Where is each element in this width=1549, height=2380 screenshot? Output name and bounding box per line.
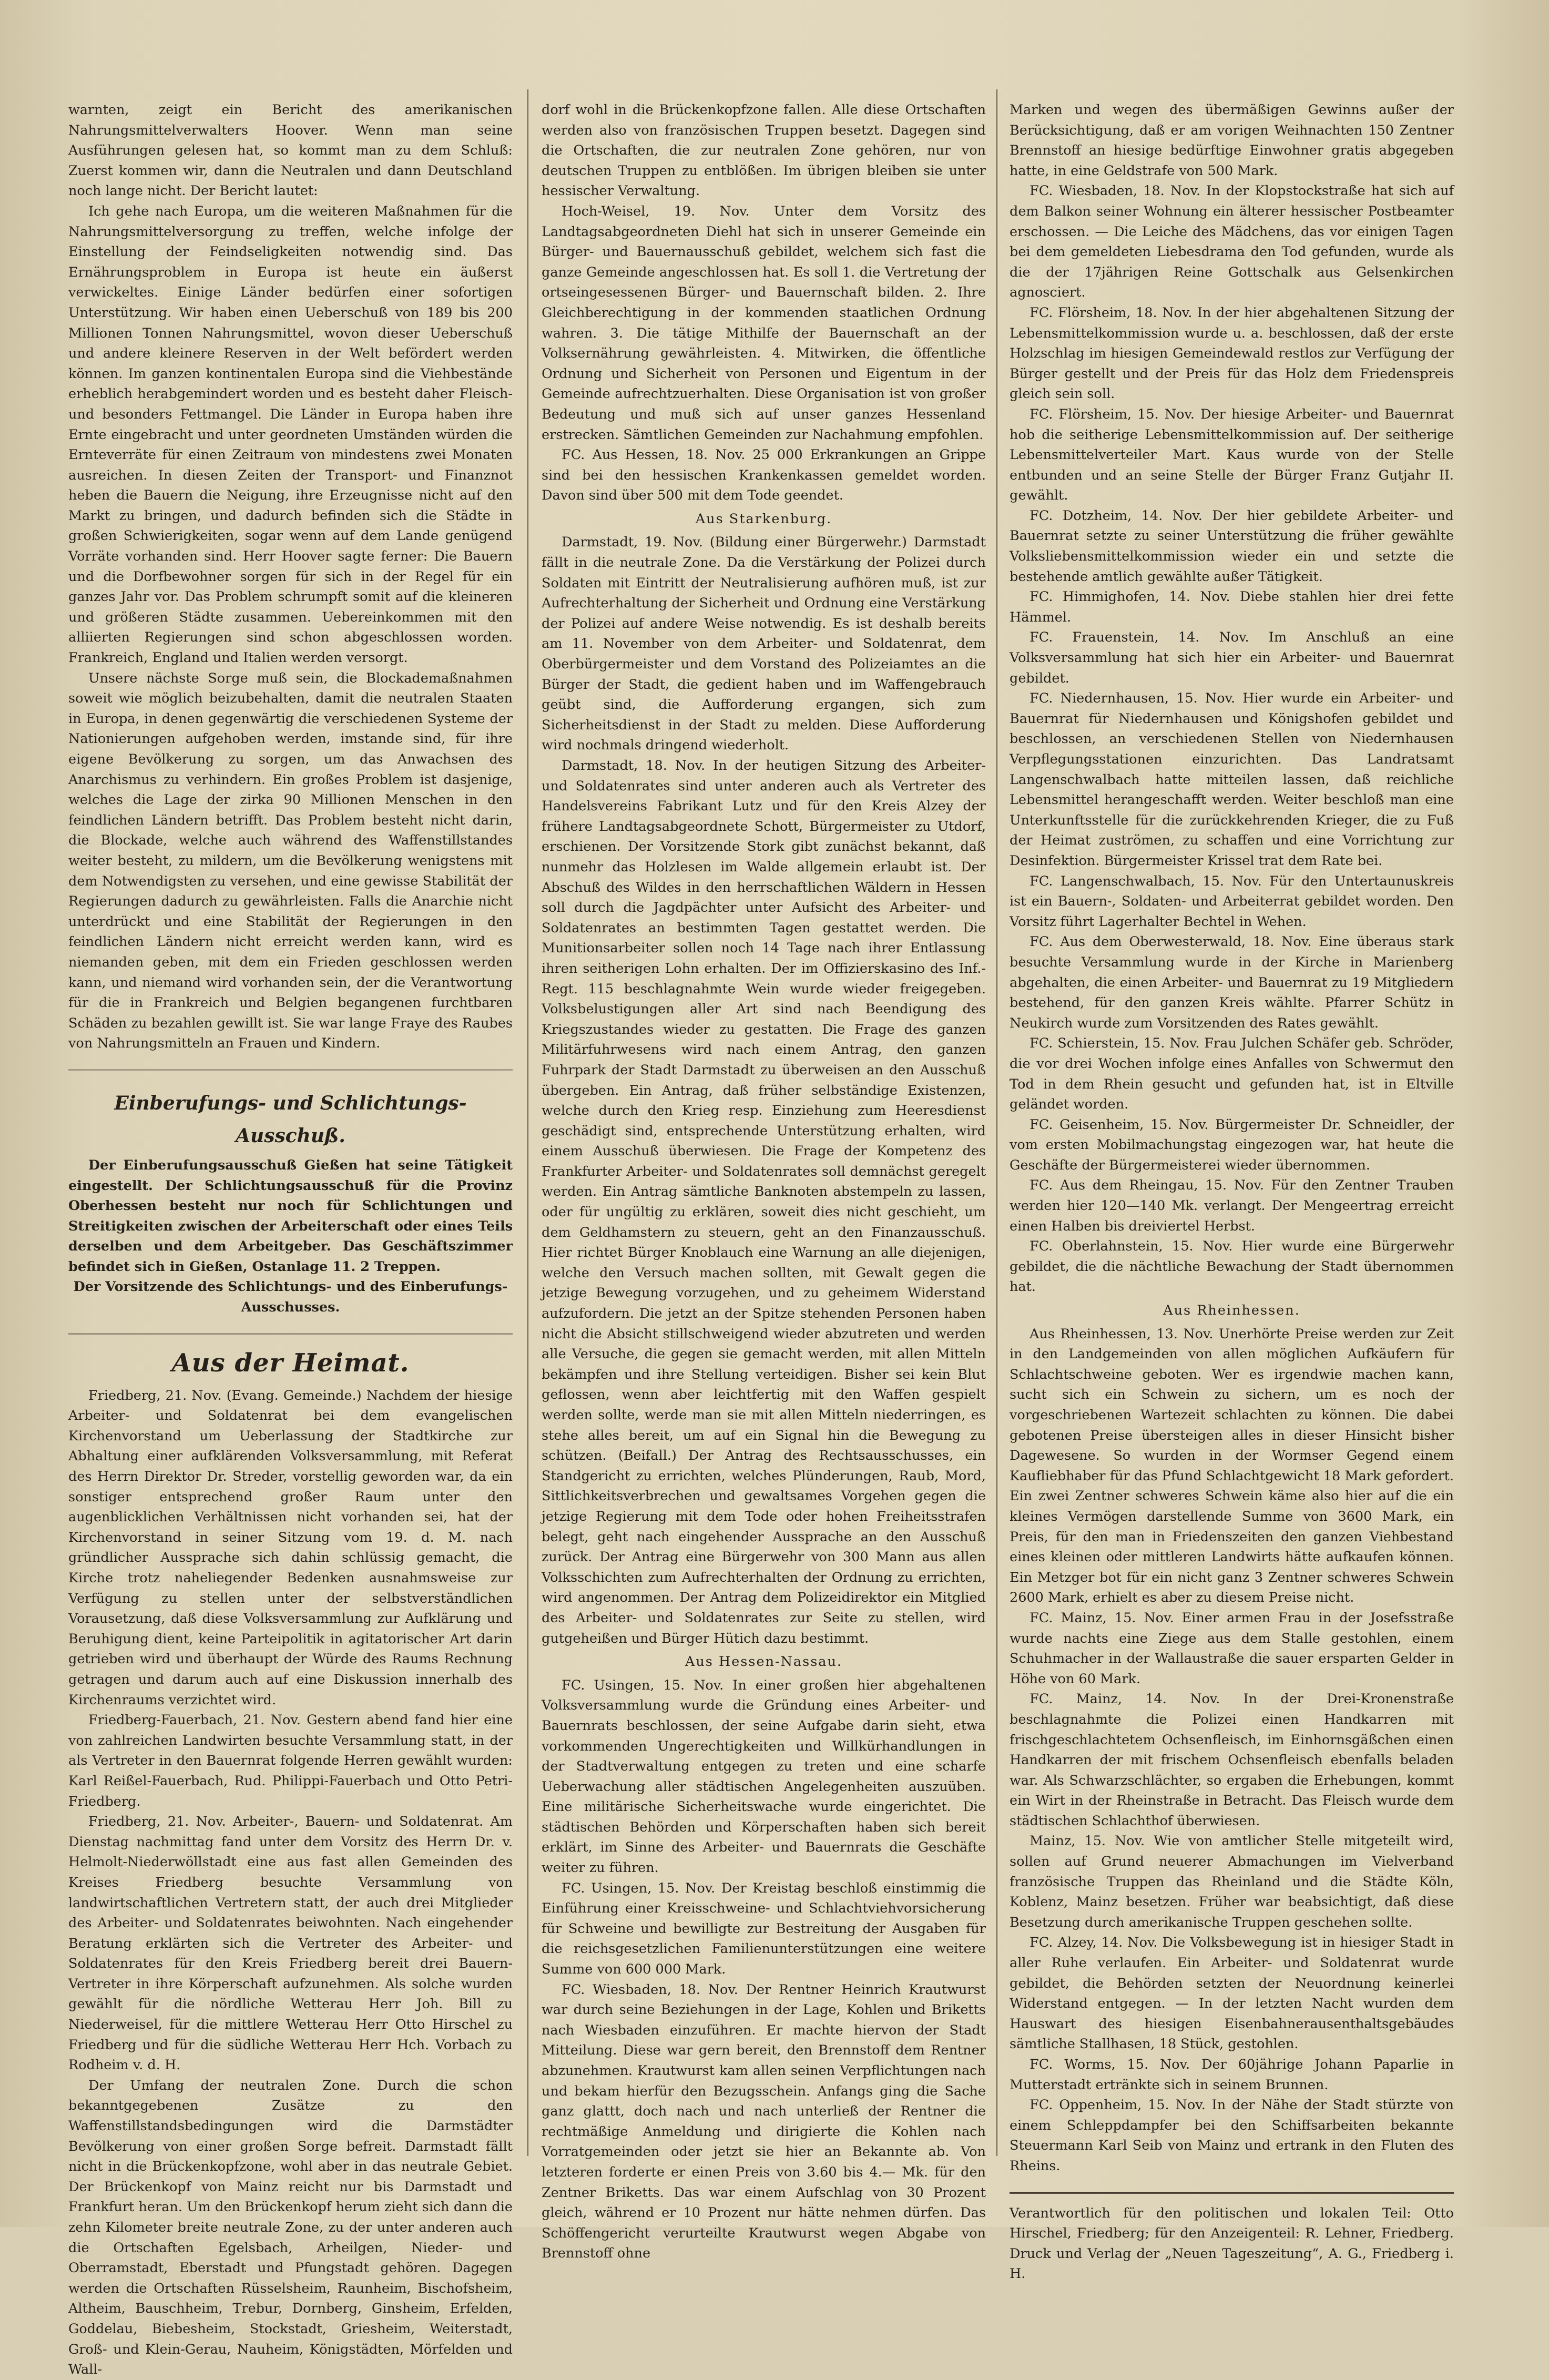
column-rule <box>996 89 997 2156</box>
region-subheading: Aus Hessen-Nassau. <box>685 1654 843 1670</box>
section-divider <box>1010 2192 1454 2194</box>
article-paragraph: Hoch-Weisel, 19. Nov. Unter dem Vorsitz des Landtagsabgeordneten Diehl hat sich in unserer Gemeinde ein Bürger- und Bauernausschuß gebildet, welchem sich fast die ganze Gemeinde angeschlossen hat. Es soll 1. die Vertretung der ortseingesessenen Bürger- und Bauernschaft bilden. 2. Ihre Gleichberechtigung in der kommenden staatlichen Ordnung wahren. 3. Die tätige Mithilfe der Bauernschaft an der Volksernährung gewährleisten. 4. Mitwirken, die öffentliche Ordnung und Sicherheit von Personen und Eigentum in der Gemeinde aufrechtzuerhalten. Diese Organisation ist von großer Bedeutung und muß sich auf unser ganzes Hessenland erstrecken. Sämtlichen Gemeinden zur Nachahmung empfohlen. <box>542 203 986 443</box>
article-paragraph: Darmstadt, 19. Nov. (Bildung einer Bürgerwehr.) Darmstadt fällt in die neutrale Zone. Da die Verstärkung der Polizei durch Soldaten mit Eintritt der Neutralisierung aufhören muß, ist zur Aufrechterhaltung der Sicherheit und Ordnung eine Verstärkung der Polizei auf andere Weise notwendig. Es ist deshalb bereits am 11. November von dem Arbeiter- und Soldatenrat, dem Oberbürgermeister und dem Vorstand des Polizeiamtes an die Bürger der Stadt, die gedient haben und im Waffengebrauch geübt sind, die Aufforderung ergangen, sich zum Sicherheitsdienst in der Stadt zu melden. Diese Aufforderung wird nochmals dringend wiederholt. <box>542 534 986 754</box>
region-subheading: Aus Starkenburg. <box>695 511 832 527</box>
imprint: Verantwortlich für den politischen und lokalen Teil: Otto Hirschel, Friedberg; für den Anzeigenteil: R. Lehner, Friedberg. Druck und Verlag der „Neuen Tageszeitung“, A. G., Friedberg i. H. <box>1010 2205 1454 2282</box>
article-paragraph: FC. Niedernhausen, 15. Nov. Hier wurde ein Arbeiter- und Bauernrat für Niedernhausen und Königshofen gebildet und beschlossen, an verschiedenen Stellen von Niedernhausen Verpflegungsstationen einzurichten. Das Landratsamt Langenschwalbach hatte mitteilen lassen, daß reichliche Lebensmittel herangeschafft werden. Weiter beschloß man eine Unterkunftsstelle für die zurückkehrenden Krieger, die zu Fuß der Heimat zuströmen, zu schaffen und eine Vorrichtung zur Desinfektion. Bürgermeister Krissel trat dem Rate bei. <box>1010 690 1454 869</box>
column-left <box>68 100 513 2378</box>
article-paragraph: FC. Flörsheim, 15. Nov. Der hiesige Arbeiter- und Bauernrat hob die seitherige Lebensmittelkommission auf. Der seitherige Lebensmittelverteiler Mart. Kaus wurde von der Stelle entbunden und an seine Stelle der Bürger Franz Gutjahr II. gewählt. <box>1010 406 1454 504</box>
column-middle <box>542 100 986 2262</box>
article-paragraph: FC. Alzey, 14. Nov. Die Volksbewegung ist in hiesiger Stadt in aller Ruhe verlaufen. Ein Arbeiter- und Soldatenrat wurde gebildet, die Behörden setzten der Neuordnung keinerlei Widerstand entgegen. — In der letzten Nacht wurden dem Hauswart des hiesigen Eisenbahnerausenthaltsgebäudes sämtliche Stallhasen, 18 Stück, gestohlen. <box>1010 1935 1454 2052</box>
article-paragraph: FC. Langenschwalbach, 15. Nov. Für den Untertaunuskreis ist ein Bauern-, Soldaten- und Arbeiterrat gebildet worden. Den Vorsitz führt Lagerhalter Bechtel in Wehen. <box>1010 873 1454 930</box>
notice-paragraph: Der Einberufungsausschuß Gießen hat seine Tätigkeit eingestellt. Der Schlichtungsausschuß für die Provinz Oberhessen besteht nur noch für Schlichtungen und Streitigkeiten zwischen der Arbeiterschaft oder eines Teils derselben und dem Arbeitgeber. Das Geschäftszimmer befindet sich in Gießen, Ostanlage 11. 2 Treppen. <box>68 1157 513 1275</box>
region-subheading: Aus Rheinhessen. <box>1163 1303 1300 1319</box>
article-paragraph: FC. Mainz, 14. Nov. In der Drei-Kronenstraße beschlagnahmte die Polizei einen Handkarren mit frischgeschlachtetem Ochsenfleisch, im Einhornsgäßchen einen Handkarren der mit frischem Ochsenfleisch ebenfalls beladen war. Als Schwarzschlächter, so ergaben die Erhebungen, kommt ein Wirt in der Rheinstraße in Betracht. Das Fleisch wurde dem städtischen Schlachthof überwiesen. <box>1010 1691 1454 1829</box>
article-paragraph: Friedberg-Fauerbach, 21. Nov. Gestern abend fand hier eine von zahlreichen Landwirten besuchte Versammlung statt, in der als Vertreter in den Bauernrat folgende Herren gewählt wurden: Karl Reißel-Fauerbach, Rud. Philippi-Fauerbach und Otto Petri-Friedberg. <box>68 1712 513 1809</box>
article-paragraph: FC. Aus dem Rheingau, 15. Nov. Für den Zentner Trauben werden hier 120—140 Mk. verlangt. Der Mengeertrag erreicht einen Halben bis dreiviertel Herbst. <box>1010 1177 1454 1234</box>
article-paragraph: FC. Mainz, 15. Nov. Einer armen Frau in der Josefsstraße wurde nachts eine Ziege aus dem Stalle gestohlen, einem Schuhmacher in der Wallaustraße die sauer ersparten Gelder in Höhe von 60 Mark. <box>1010 1610 1454 1687</box>
article-paragraph: FC. Geisenheim, 15. Nov. Bürgermeister Dr. Schneidler, der vom ersten Mobilmachungstag eingezogen war, hat heute die Geschäfte der Bürgermeisterei wieder übernommen. <box>1010 1116 1454 1173</box>
article-paragraph: FC. Himmighofen, 14. Nov. Diebe stahlen hier drei fette Hämmel. <box>1010 589 1454 625</box>
article-paragraph: FC. Worms, 15. Nov. Der 60jährige Johann Paparlie in Mutterstadt ertränkte sich in seinem Brunnen. <box>1010 2057 1454 2093</box>
section-heading: Aus der Heimat. <box>171 1348 410 1378</box>
article-paragraph: dorf wohl in die Brückenkopfzone fallen. Alle diese Ortschaften werden also von französischen Truppen besetzt. Dagegen sind die Ortschaften, die zur neutralen Zone gehören, nur von deutschen Truppen zu entblößen. Im übrigen bleiben sie unter hessischer Verwaltung. <box>542 102 986 199</box>
article-paragraph: FC. Usingen, 15. Nov. Der Kreistag beschloß einstimmig die Einführung einer Kreisschweine- und Schlachtviehvorsicherung für Schweine und bewilligte zur Bestreitung der Ausgaben für die reichsgesetzlichen Familienunterstützungen eine weitere Summe von 600 000 Mark. <box>542 1880 986 1978</box>
article-paragraph: Aus Rheinhessen, 13. Nov. Unerhörte Preise werden zur Zeit in den Landgemeinden von allen möglichen Aufkäufern für Schlachtschweine geboten. Wer es irgendwie machen kann, sucht sich ein Schwein zu sichern, um es noch der vorgeschriebenen Wartezeit schlachten zu können. Die dabei gebotenen Preise übersteigen alles in dieser Hinsicht bisher Dagewesene. So wurden in der Wormser Gegend einem Kaufliebhaber für das Pfund Schlachtgewicht 18 Mark gefordert. Ein zwei Zentner schweres Schwein käme also hier auf die ein kleines Vermögen darstellende Summe von 3600 Mark, ein Preis, für den man in Friedenszeiten den ganzen Viehbestand eines kleinen oder mittleren Landwirts hätte aufkaufen können. Ein Metzger bot für ein nicht ganz 3 Zentner schweres Schwein 2600 Mark, erhielt es aber zu diesem Preise nicht. <box>1010 1326 1454 1606</box>
article-paragraph: FC. Wiesbaden, 18. Nov. In der Klopstockstraße hat sich auf dem Balkon seiner Wohnung ein älterer hessischer Postbeamter erschossen. — Die Leiche des Mädchens, das vor einigen Tagen bei dem gemeldeten Liebesdrama den Tod gefunden, wurde als die der 17jährigen Reine Gottschalk aus Gelsenkirchen agnosciert. <box>1010 183 1454 301</box>
article-paragraph: Marken und wegen des übermäßigen Gewinns außer der Berücksichtigung, daß er am vorigen Weihnachten 150 Zentner Brennstoff an hiesige bedürftige Einwohner gratis abgegeben hatte, in eine Geldstrafe von 500 Mark. <box>1010 102 1454 179</box>
column-right <box>1010 100 1454 2282</box>
article-paragraph: FC. Usingen, 15. Nov. In einer großen hier abgehaltenen Volksversammlung wurde die Gründung eines Arbeiter- und Bauernrats beschlossen, der seine Aufgabe darin sieht, etwa vorkommenden Ungerechtigkeiten und Willkürhandlungen in der Stadtverwaltung entgegen zu treten und eine scharfe Ueberwachung aller städtischen Angelegenheiten auszuüben. Eine militärische Sicherheitswache wurde eingerichtet. Die städtischen Behörden und Körperschaften haben sich bereit erklärt, im Sinne des Arbeiter- und Bauernrats die Geschäfte weiter zu führen. <box>542 1677 986 1876</box>
article-paragraph: FC. Dotzheim, 14. Nov. Der hier gebildete Arbeiter- und Bauernrat setzte zu seiner Unterstützung die früher gewählte Volksliebensmittelkommission wieder ein und setzte die bestehende amtlich gewählte außer Tätigkeit. <box>1010 507 1454 585</box>
article-paragraph: warnten, zeigt ein Bericht des amerikanischen Nahrungsmittelverwalters Hoover. Wenn man seine Ausführungen gelesen hat, so kommt man zu dem Schluß: Zuerst kommen wir, dann die Neutralen und dann Deutschland noch lange nicht. Der Bericht lautet: <box>68 102 513 199</box>
article-paragraph: FC. Frauenstein, 14. Nov. Im Anschluß an eine Volksversammlung hat sich hier ein Arbeiter- und Bauernrat gebildet. <box>1010 629 1454 686</box>
article-paragraph: FC. Aus dem Oberwesterwald, 18. Nov. Eine überaus stark besuchte Versammlung wurde in der Kirche in Marienberg abgehalten, die einen Arbeiter- und Bauernrat zu 19 Mitgliedern bestehend, für den ganzen Kreis wählte. Pfarrer Schütz in Neukirch wurde zum Vorsitzenden des Rates gewählt. <box>1010 934 1454 1031</box>
article-paragraph: FC. Schierstein, 15. Nov. Frau Julchen Schäfer geb. Schröder, die vor drei Wochen infolge eines Anfalles von Schwermut den Tod in dem Rhein gesucht und gefunden hat, ist in Eltville geländet worden. <box>1010 1035 1454 1113</box>
article-paragraph: FC. Oberlahnstein, 15. Nov. Hier wurde eine Bürgerwehr gebildet, die die nächtliche Bewachung der Stadt übernommen hat. <box>1010 1238 1454 1295</box>
column-rule <box>527 89 528 2156</box>
article-paragraph: Darmstadt, 18. Nov. In der heutigen Sitzung des Arbeiter- und Soldatenrates sind unter anderen auch als Vertreter des Handelsvereins Fabrikant Lutz und für den Kreis Alzey der frühere Landtagsabgeordnete Schott, Bürgermeister zu Utdorf, erschienen. Der Vorsitzende Stork gibt zunächst bekannt, daß nunmehr das Holzlesen im Walde allgemein erlaubt ist. Der Abschuß des Wildes in den herrschaftlichen Wäldern in Hessen soll durch die Jagdpächter unter Aufsicht des Arbeiter- und Soldatenrates an bestimmten Tagen gestattet werden. Die Munitionsarbeiter sollen noch 14 Tage nach ihrer Entlassung ihren seitherigen Lohn erhalten. Der im Offizierskasino des Inf.-Regt. 115 beschlagnahmte Wein wurde wieder freigegeben. Volksbelustigungen aller Art sind nach Beendigung des Kriegszustandes wieder zu gestatten. Die Frage des ganzen Militärfuhrwesens wird nach einem Antrag, den ganzen Fuhrpark der Stadt Darmstadt zu überweisen an den Ausschuß übergeben. Ein Antrag, daß früher selbständige Existenzen, welche durch den Krieg resp. Einziehung zum Heeresdienst geschädigt sind, entsprechende Unterstützung erhalten, wird einem Ausschuß überwiesen. Die Frage der Kompetenz des Frankfurter Arbeiter- und Soldatenrates soll demnächst geregelt werden. Ein Antrag sämtliche Banknoten abstempeln zu lassen, oder für ungültig zu erklären, soweit dies nicht geschieht, um dem Geldhamstern zu steuern, geht an den Finanzausschuß. Hier richtet Bürger Knoblauch eine Warnung an alle diejenigen, welche den Versuch machen sollten, mit Gewalt gegen die jetzige Bewegung vorzugehen, und zu geheimem Widerstand aufzufordern. Die jetzt an der Spitze stehenden Personen haben nicht die Absicht stillschweigend wieder abzutreten und werden alle Versuche, die gegen sie gemacht werden, mit allen Mitteln bekämpfen und ihre Stellung verteidigen. Bisher sei kein Blut geflossen, wenn aber leichtfertig mit den Waffen gespielt werden sollte, werde man sie mit allen Mitteln niederringen, es stehe alles bereit, um auf ein Signal hin die Bewegung zu schützen. (Beifall.) Der Antrag des Rechtsausschusses, ein Standgericht zu errichten, welches Plünderungen, Raub, Mord, Sittlichkeitsverbrechen und gewaltsames Vorgehen gegen die jetzige Regierung mit dem Tode oder hohen Freiheitsstrafen belegt, geht nach eingehender Aussprache an den Ausschuß zurück. Der Antrag eine Bürgerwehr von 300 Mann aus allen Volksschichten zum Aufrechterhalten der Ordnung zu errichten, wird angenommen. Der Antrag dem Polizeidirektor ein Mitglied des Arbeiter- und Soldatenrates zur Seite zu stellen, wird gutgeheißen und Bürger Hütich dazu bestimmt. <box>542 758 986 1646</box>
notice-signature: Der Vorsitzende des Schlichtungs- und des Einberufungs-Ausschusses. <box>73 1279 508 1316</box>
article-paragraph: Unsere nächste Sorge muß sein, die Blockademaßnahmen soweit wie möglich beizubehalten, damit die neutralen Staaten in Europa, in denen gegenwärtig die verschiedenen Systeme der Nationierungen aufgehoben werden, imstande sind, für ihre eigene Bevölkerung zu sorgen, um das Anwachsen des Anarchismus zu verhindern. Ein großes Problem ist dasjenige, welches die Lage der zirka 90 Millionen Menschen in den feindlichen Ländern betrifft. Das Problem besteht nicht darin, die Blockade, welche auch während des Waffenstillstandes weiter besteht, zu mildern, um die Bevölkerung wenigstens mit dem Notwendigsten zu versehen, und eine gewisse Stabilität der Regierungen dadurch zu gewährleisten. Falls die Anarchie nicht unterdrückt und eine Stabilität der Regierungen in den feindlichen Ländern nicht erreicht werden kann, wird es niemanden geben, mit dem ein Frieden geschlossen werden kann, und niemand wird vorhanden sein, der die Verantwortung für die in Frankreich und Belgien begangenen furchtbaren Schäden zu bezahlen gewillt ist. Sie war lange Fraye des Raubes von Nahrungsmitteln an Frauen und Kindern. <box>68 670 513 1052</box>
article-paragraph: Mainz, 15. Nov. Wie von amtlicher Stelle mitgeteilt wird, sollen auf Grund neuerer Abmachungen im Vielverband französische Truppen das Rheinland und die Städte Köln, Koblenz, Mainz besetzen. Früher war beabsichtigt, daß diese Besetzung durch amerikanische Truppen geschehen sollte. <box>1010 1833 1454 1930</box>
article-paragraph: FC. Flörsheim, 18. Nov. In der hier abgehaltenen Sitzung der Lebensmittelkommission wurde u. a. beschlossen, daß der erste Holzschlag im hiesigen Gemeindewald restlos zur Verfügung der Bürger gestellt und der Preis für das Holz dem Friedenspreis gleich sein soll. <box>1010 304 1454 402</box>
article-paragraph: FC. Oppenheim, 15. Nov. In der Nähe der Stadt stürzte von einem Schleppdampfer bei den Schiffsarbeiten bekannte Steuermann Karl Seib von Mainz und ertrank in den Fluten des Rheins. <box>1010 2097 1454 2174</box>
section-divider <box>68 1334 513 1335</box>
article-paragraph: FC. Aus Hessen, 18. Nov. 25 000 Erkrankungen an Grippe sind bei den hessischen Krankenkassen gemeldet worden. Davon sind über 500 mit dem Tode geendet. <box>542 447 986 504</box>
article-paragraph: Friedberg, 21. Nov. (Evang. Gemeinde.) Nachdem der hiesige Arbeiter- und Soldatenrat bei dem evangelischen Kirchenvorstand um Ueberlassung der Stadtkirche zur Abhaltung einer aufklärenden Volksversammlung, mit Referat des Herrn Direktor Dr. Streder, vorstellig geworden war, da ein sonstiger entsprechend großer Raum unter den augenblicklichen Verhältnissen nicht vorhanden sei, hat der Kirchenvorstand in seiner Sitzung vom 19. d. M. nach gründlicher Aussprache sich dahin schlüssig gemacht, die Kirche trotz naheliegender Bedenken ausnahmsweise zur Verfügung zu stellen unter der selbstverständlichen Vorausetzung, daß diese Volksversammlung zur Aufklärung und Beruhigung dient, keine Parteipolitik in agitatorischer Art darin getrieben wird und überhaupt der Würde des Raums Rechnung getragen und darum auch auf eine Diskussion innerhalb des Kirchenraums verzichtet wird. <box>68 1387 513 1708</box>
article-paragraph: Ich gehe nach Europa, um die weiteren Maßnahmen für die Nahrungsmittelversorgung zu treffen, welche infolge der Einstellung der Feindseligkeiten notwendig sind. Das Ernährungsproblem in Europa ist heute ein äußerst verwickeltes. Einige Länder bedürfen einer sofortigen Unterstützung. Wir haben einen Ueberschuß von 189 bis 200 Millionen Tonnen Nahrungsmittel, wovon dieser Ueberschuß und andere kleinere Reserven in der Welt befördert werden können. Im ganzen kontinentalen Europa sind die Viehbestände erheblich herabgemindert worden und es besteht daher Fleisch- und besonders Fettmangel. Die Länder in Europa haben ihre Ernte eingebracht und unter geordneten Umständen würden die Ernteverräte für einen Zeitraum von mindestens zwei Monaten ausreichen. In diesen Zeiten der Transport- und Finanznot heben die Bauern die Neigung, ihre Erzeugnisse nicht auf den Markt zu bringen, und dadurch befinden sich die Städte in großen Schwierigkeiten, sogar wenn auf dem Lande genügend Vorräte vorhanden sind. Herr Hoover sagte ferner: Die Bauern und die Dorfbewohner sorgen für sich in der Regel für ein ganzes Jahr vor. Das Problem schrumpft somit auf die kleineren und größeren Städte zusammen. Uebereinkommen mit den alliierten Regierungen sind schon abgeschlossen worden. Frankreich, England und Italien werden versorgt. <box>68 203 513 666</box>
section-heading: Einberufungs- und Schlichtungs-Ausschuß. <box>114 1092 467 1147</box>
article-paragraph: FC. Wiesbaden, 18. Nov. Der Rentner Heinrich Krautwurst war durch seine Beziehungen in der Lage, Kohlen und Briketts nach Wiesbaden einzuführen. Er machte hiervon der Stadt Mitteilung. Diese war gern bereit, den Brennstoff dem Rentner abzunehmen. Krautwurst kam allen seinen Verpflichtungen nach und bekam hierfür den Bezugsschein. Anfangs ging die Sache ganz glattt, doch nach und nach unterließ der Rentner die rechtmäßige Anmeldung und dirigierte die Kohlen nach Vorratgemeinden oder jetzt sie hier an Bekannte ab. Von letzteren forderte er einen Preis von 3.60 bis 4.— Mk. für den Zentner Briketts. Das war einem Aufschlag von 30 Prozent gleich, während er 10 Prozent nur hätte nehmen dürfen. Das Schöffengericht verurteilte Krautwurst wegen Abgabe von Brennstoff ohne <box>542 1981 986 2262</box>
section-divider <box>68 1070 513 1071</box>
article-paragraph: Der Umfang der neutralen Zone. Durch die schon bekanntgegebenen Zusätze zu den Waffenstillstandsbedingungen wird die Darmstädter Bevölkerung von einer großen Sorge befreit. Darmstadt fällt nicht in die Brückenkopfzone, wohl aber in das neutrale Gebiet. Der Brückenkopf von Mainz reicht nur bis Darmstadt und Frankfurt heran. Um den Brückenkopf herum zieht sich dann die zehn Kilometer breite neutrale Zone, zu der unter anderen auch die Ortschaften Egelsbach, Arheilgen, Nieder- und Oberramstadt, Eberstadt und Pfungstadt gehören. Dagegen werden die Ortschaften Rüsselsheim, Raunheim, Bischofsheim, Altheim, Bauschheim, Trebur, Dornberg, Ginsheim, Erfelden, Goddelau, Biebesheim, Stockstadt, Griesheim, Weiterstadt, Groß- und Klein-Gerau, Nauheim, Königstädten, Mörfelden und Wall- <box>68 2077 513 2378</box>
article-paragraph: Friedberg, 21. Nov. Arbeiter-, Bauern- und Soldatenrat. Am Dienstag nachmittag fand unter dem Vorsitz des Herrn Dr. v. Helmolt-Niederwöllstadt eine aus fast allen Gemeinden des Kreises Friedberg besuchte Versammlung von landwirtschaftlichen Vertretern statt, der auch drei Mitglieder des Arbeiter- und Soldatenrates beiwohnten. Nach eingehender Beratung erklärten sich die Vertreter des Arbeiter- und Soldatenrates für den Kreis Friedberg bereit drei Bauern-Vertreter in ihre Körperschaft aufzunehmen. Als solche wurden gewählt für die nördliche Wetterau Herr Joh. Bill zu Niederweisel, für die mittlere Wetterau Herr Otto Hirschel zu Friedberg und für die südliche Wetterau Herr Hch. Vorbach zu Rodheim v. d. H. <box>68 1814 513 2073</box>
